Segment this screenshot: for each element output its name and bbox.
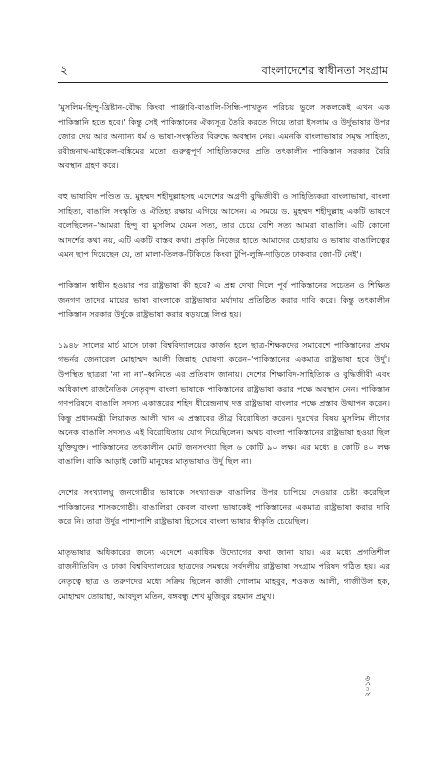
paragraph-1: 'মুসলিম-হিন্দু-খ্রিষ্টান-বৌদ্ধ কিংবা পাঞ্জাবি-বাঙালি-সিন্ধি-পাখতুন পরিচয় ভুলে সকলকেই এখন এক পাকিস্তানি হতে হবে।' কিন্তু সেই পাকিস্তানের ঐক্যসূত্র তৈরি করতে গিয়ে তারা ইসলাম ও উর্দুভাষার উপর জোর দেয় আর অন্যান্য ধর্ম ও ভাষা-সংস্কৃতির বিরুদ্ধে অবস্থান নেয়। এমনকি বাংলাভাষার সমৃদ্ধ সাহিত্য, রবীন্দ্রনাথ-মাইকেল-বঙ্কিমের মতো গুরুত্বপূর্ণ সাহিত্যিকদের প্রতি তৎকালীন পাকিস্তান সরকার বৈরি অবস্থান গ্রহণ করে। (58, 102, 390, 171)
running-title: বাংলাদেশের স্বাধীনতা সংগ্রাম (261, 64, 388, 77)
header-rule (58, 82, 388, 83)
page-number: ২ (60, 63, 68, 77)
side-print-code: ২০১৬ (363, 676, 372, 697)
paragraph-6: মাতৃভাষার অধিকারের জন্যে এদেশে একাধিক উদ্যোগের কথা জানা যায়। এর মধ্যে প্রগতিশীল রাজনীতিবিদ ও ঢাকা বিশ্ববিদ্যালয়ের ছাত্রদের সমন্বয়ে সর্বদলীয় রাষ্ট্রভাষা সংগ্রাম পরিষদ গঠিত হয়। এর নেতৃত্বে ছাত্র ও তরুণদের মধ্যে সক্রিয় ছিলেন কাজী গোলাম মাহবুব, শওকত আলী, গাজীউল হক, মোহাম্মদ তোয়াহা, আবদুল মতিন, বঙ্গবন্ধু শেখ মুজিবুর রহমান প্রমুখ। (58, 546, 390, 601)
body-text (58, 100, 390, 603)
paragraph-2: বহু ভাষাবিদ পণ্ডিত ড. মুহম্মদ শহীদুল্লাহসহ এদেশের অগ্রণী বুদ্ধিজীবী ও সাহিত্যিকরা বাংলাভাষা, বাংলা সাহিত্য, বাঙালি সংস্কৃতি ও ঐতিহ্য রক্ষায় এগিয়ে আসেন। এ সময়ে ড. মুহম্মদ শহীদুল্লাহ একটি ভাষণে বলেছিলেন–'আমরা হিন্দু বা মুসলিম যেমন সত্য, তার চেয়ে বেশি সত্য আমরা বাঙালি। এটি কোনো আদর্শের কথা নয়, এটি একটি বাস্তব কথা। প্রকৃতি নিজের হাতে আমাদের চেহারায় ও ভাষায় বাঙালিত্বের এমন ছাপ দিয়েছেন যে, তা মালা-তিলক-টিকিতে কিংবা টুপি-লুঙ্গি-দাড়িতে ঢাকবার জো-টি নেই'। (58, 190, 390, 260)
page-header (60, 62, 388, 82)
paragraph-4: ১৯৪৮ সালের মার্চ মাসে ঢাকা বিশ্ববিদ্যালয়ের কার্জন হলে ছাত্র-শিক্ষকদের সমাবেশে পাকিস্তানের প্রথম গভর্নর জেনারেল মোহাম্মদ আলী জিন্নাহ ঘোষণা করেন–'পাকিস্তানের একমাত্র রাষ্ট্রভাষা হবে উর্দু'। উপস্থিত ছাত্ররা 'না না না'–ধ্বনিতে এর প্রতিবাদ জানায়। দেশের শিক্ষাবিদ-সাহিত্যিক ও বুদ্ধিজীবী এবং অধিকাংশ রাজনৈতিক নেতৃবৃন্দ বাংলা ভাষাকে পাকিস্তানের রাষ্ট্রভাষা করার পক্ষে অবস্থান নেন। পাকিস্তান গণপরিষদে বাঙালি সদস্য একাত্তরের শহিদ ধীরেন্দ্রনাথ দত্ত রাষ্ট্রভাষা বাংলার পক্ষে প্রস্তাব উত্থাপন করেন। কিন্তু প্রধানমন্ত্রী লিয়াকত আলী খান এ প্রস্তাবের তীব্র বিরোধিতা করেন। দুঃখের বিষয় মুসলিম লীগের অনেক বাঙালি সদস্যও এই বিরোধিতায় যোগ দিয়েছিলেন। অথচ বাংলা পাকিস্তানের রাষ্ট্রভাষা হওয়া ছিল যুক্তিযুক্ত। পাকিস্তানের তৎকালীন মোট জনসংখ্যা ছিল ৬ কোটি ৯০ লক্ষ। এর মধ্যে ৪ কোটি ৪০ লক্ষ বাঙালি। বাকি আড়াই কোটি মানুষের মাতৃভাষাও উর্দু ছিল না। (58, 339, 390, 467)
paragraph-3: পাকিস্তান স্বাধীন হওয়ার পর রাষ্ট্রভাষা কী হবে? এ প্রশ্ন দেখা দিলে পূর্ব পাকিস্তানের সচেতন ও শিক্ষিত জনগণ তাদের মায়ের ভাষা বাংলাকে রাষ্ট্রভাষার মর্যাদায় প্রতিষ্ঠিত করার দাবি করে। কিন্তু তৎকালীন পাকিস্তান সরকার উর্দুকে রাষ্ট্রভাষা করার ষড়যন্ত্রে লিপ্ত হয়। (58, 279, 390, 320)
paragraph-5: দেশের সংখ্যালঘু জনগোষ্ঠীর ভাষাকে সংখ্যাগুরু বাঙালির উপর চাপিয়ে দেওয়ার চেষ্টা করেছিল পাকিস্তানের শাসকগোষ্ঠী। বাঙালিরা কেবল বাংলা ভাষাকেই পাকিস্তানের একমাত্র রাষ্ট্রভাষা করার দাবি করে নি। তারা উর্দুর পাশাপাশি রাষ্ট্রভাষা হিসেবে বাংলা ভাষার স্বীকৃতি চেয়েছিল। (58, 487, 390, 527)
